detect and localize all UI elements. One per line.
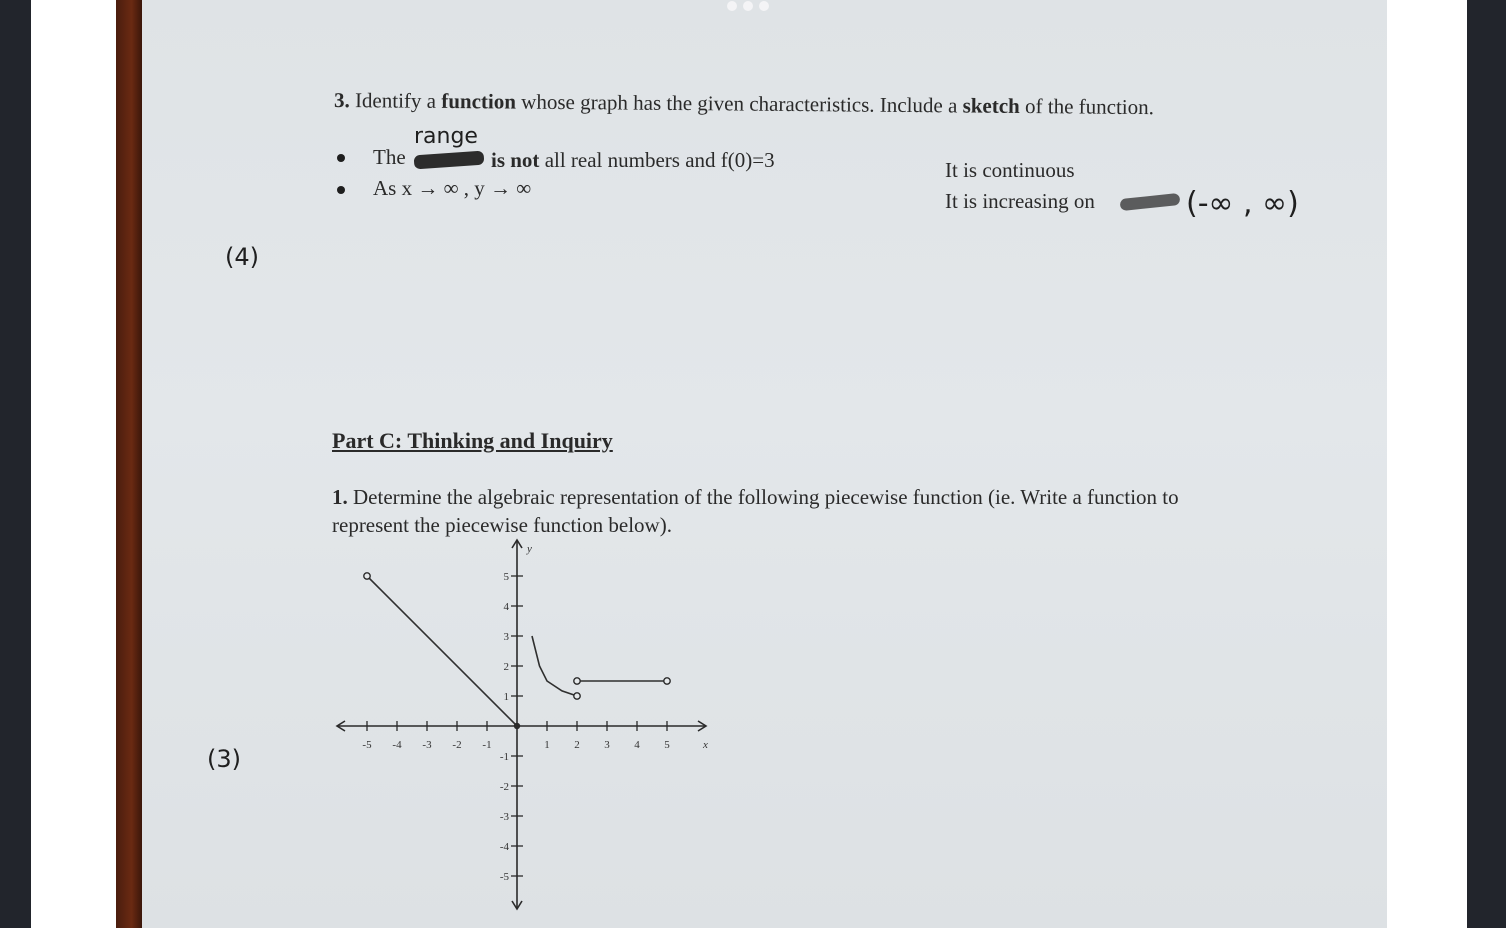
more-options-icon[interactable] — [727, 1, 769, 11]
question-bold-function: function — [441, 88, 517, 114]
x-tick-label: -4 — [392, 739, 402, 751]
question-number: 3. — [333, 88, 350, 113]
open-endpoint — [574, 678, 580, 684]
bullet-2-text: As x → ∞ , y → ∞ — [373, 176, 532, 200]
right-frame — [1467, 0, 1506, 928]
bullet-1-bold: is not — [491, 148, 540, 172]
right-characteristic-2: It is increasing on — [945, 189, 1095, 213]
right-characteristic-1: It is continuous — [945, 158, 1075, 182]
y-tick-label: 1 — [503, 691, 509, 703]
y-axis-label: y — [527, 543, 532, 555]
x-axis-label: x — [703, 739, 708, 751]
question-text-mid: whose graph has the given characteristics. Include a — [521, 89, 958, 118]
x-tick-label: -3 — [422, 739, 432, 751]
closed-endpoint — [514, 723, 520, 729]
x-tick-label: -1 — [482, 739, 492, 751]
y-tick-label: -4 — [499, 841, 509, 853]
y-tick-label: -5 — [499, 871, 509, 883]
open-endpoint — [664, 678, 670, 684]
mark-q3: (4) — [225, 243, 259, 271]
part-c-question-text: Determine the algebraic representation of the following piecewise function (ie. Write a function to — [353, 485, 1179, 509]
x-tick-label: 5 — [664, 739, 670, 751]
graph-segment-2 — [532, 636, 577, 696]
open-endpoint — [364, 573, 370, 579]
x-tick-label: 4 — [634, 739, 640, 751]
part-c-question-line-2: represent the piecewise function below). — [332, 513, 672, 537]
part-c-question-number: 1. — [332, 485, 348, 509]
mark-q1: (3) — [207, 745, 241, 773]
bullet-icon — [337, 154, 345, 162]
graph-segment-1 — [367, 576, 517, 726]
x-tick-label: 3 — [604, 739, 610, 751]
left-frame — [0, 0, 31, 928]
bullet-1-text — [491, 148, 775, 173]
y-tick-label: -1 — [499, 751, 509, 763]
open-endpoint — [574, 693, 580, 699]
piecewise-graph — [325, 538, 725, 918]
x-tick-label: 2 — [574, 739, 580, 751]
left-margin — [31, 0, 116, 928]
y-tick-label: -3 — [499, 811, 509, 823]
x-tick-label: -2 — [452, 739, 462, 751]
handwritten-range: range — [414, 124, 478, 149]
x-tick-label: 1 — [544, 739, 550, 751]
question-bold-sketch: sketch — [962, 93, 1020, 118]
handwritten-interval: (-∞ , ∞) — [1186, 186, 1299, 221]
y-tick-label: 4 — [503, 601, 509, 613]
question-text-post: of the function. — [1024, 94, 1155, 120]
y-tick-label: 2 — [503, 661, 509, 673]
y-tick-label: -2 — [499, 781, 509, 793]
y-tick-label: 5 — [503, 571, 509, 583]
part-c-heading: Part C: Thinking and Inquiry — [332, 428, 613, 453]
bullet-1-the: The — [373, 145, 406, 169]
question-text-pre: Identify a — [354, 88, 437, 113]
y-tick-label: 3 — [503, 631, 509, 643]
right-margin — [1387, 0, 1467, 928]
desk-edge — [116, 0, 142, 928]
part-c-question-line-1 — [332, 485, 1179, 510]
x-tick-label: -5 — [362, 739, 372, 751]
bullet-icon — [337, 186, 345, 194]
bullet-1-rest: all real numbers and f(0)=3 — [544, 148, 775, 172]
